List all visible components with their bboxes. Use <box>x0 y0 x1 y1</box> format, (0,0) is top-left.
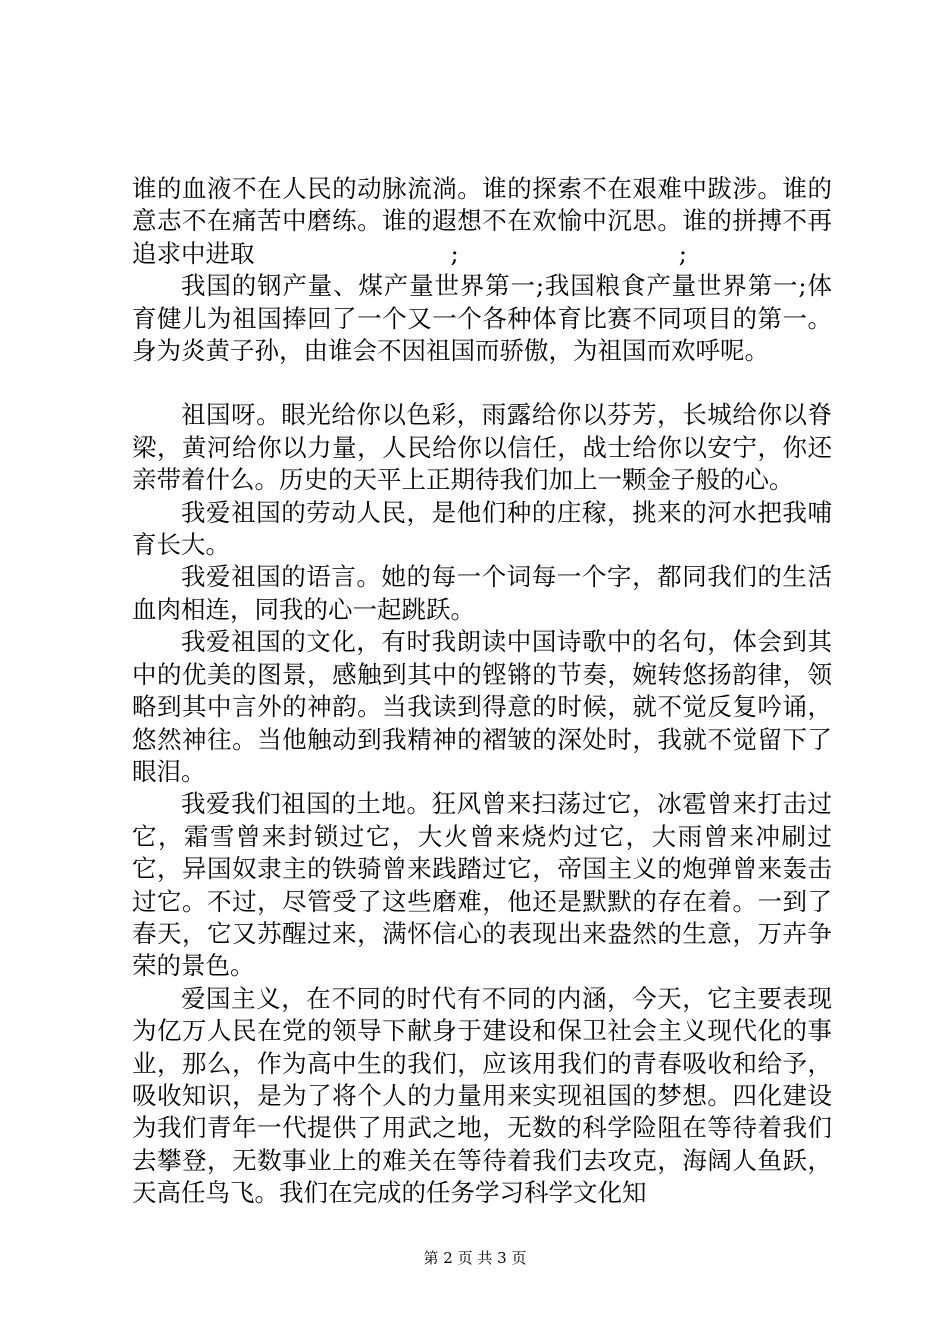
paragraph-1-text: 谁的血液不在人民的动脉流淌。谁的探索不在艰难中跋涉。谁的意志不在痛苦中磨练。谁的遐想不在欢愉中沉思。谁的拼搏不再追求中进取 <box>132 174 832 268</box>
semicolon-2: ; <box>678 238 688 268</box>
document-body <box>132 173 832 1210</box>
paragraph-3: 祖国呀。眼光给你以色彩，雨露给你以芬芳，长城给你以脊梁，黄河给你以力量，人民给你以信任，战士给你以安宁，你还亲带着什么。历史的天平上正期待我们加上一颗金子般的心。 <box>132 400 832 495</box>
page-number-footer: 第 2 页 共 3 页 <box>423 1249 527 1267</box>
paragraph-5: 我爱祖国的语言。她的每一个词每一个字，都同我们的生活血肉相连，同我的心一起跳跃。 <box>132 562 832 624</box>
paragraph-spacer <box>132 367 832 399</box>
paragraph-8: 爱国主义，在不同的时代有不同的内涵，今天，它主要表现为亿万人民在党的领导下献身于建设和保卫社会主义现代化的事业，那么，作为高中生的我们，应该用我们的青春吸收和给予，吸收知识，是为了将个人的力量用来实现祖国的梦想。四化建设为我们青年一代提供了用武之地，无数的科学险阻在等待着我们去攀登，无数事业上的难关在等待着我们去攻克，海阔人鱼跃，天高任鸟飞。我们在完成的任务学习科学文化知 <box>132 983 832 1208</box>
semicolon-1: ; <box>450 238 459 268</box>
paragraph-4: 我爱祖国的劳动人民，是他们种的庄稼，挑来的河水把我哺育长大。 <box>132 497 832 560</box>
paragraph-1 <box>132 173 832 270</box>
paragraph-7: 我爱我们祖国的土地。狂风曾来扫荡过它，冰雹曾来打击过它，霜雪曾来封锁过它，大火曾来烧灼过它，大雨曾来冲刷过它，异国奴隶主的铁骑曾来践踏过它，帝国主义的炮弹曾来轰击过它。不过，尽管受了这些磨难，他还是默默的存在着。一到了春天，它又苏醒过来，满怀信心的表现出来盎然的生意，万卉争荣的景色。 <box>132 789 832 981</box>
paragraph-6: 我爱祖国的文化，有时我朗读中国诗歌中的名句，体会到其中的优美的图景，感触到其中的铿锵的节奏，婉转悠扬韵律，领略到其中言外的神韵。当我读到得意的时候，就不觉反复吟诵，悠然神往。当他触动到我精神的褶皱的深处时，我就不觉留下了眼泪。 <box>132 627 832 786</box>
paragraph-2: 我国的钢产量、煤产量世界第一;我国粮食产量世界第一;体育健儿为祖国捧回了一个又一个各种体育比赛不同项目的第一。身为炎黄子孙，由谁会不因祖国而骄傲，为祖国而欢呼呢。 <box>132 271 832 366</box>
